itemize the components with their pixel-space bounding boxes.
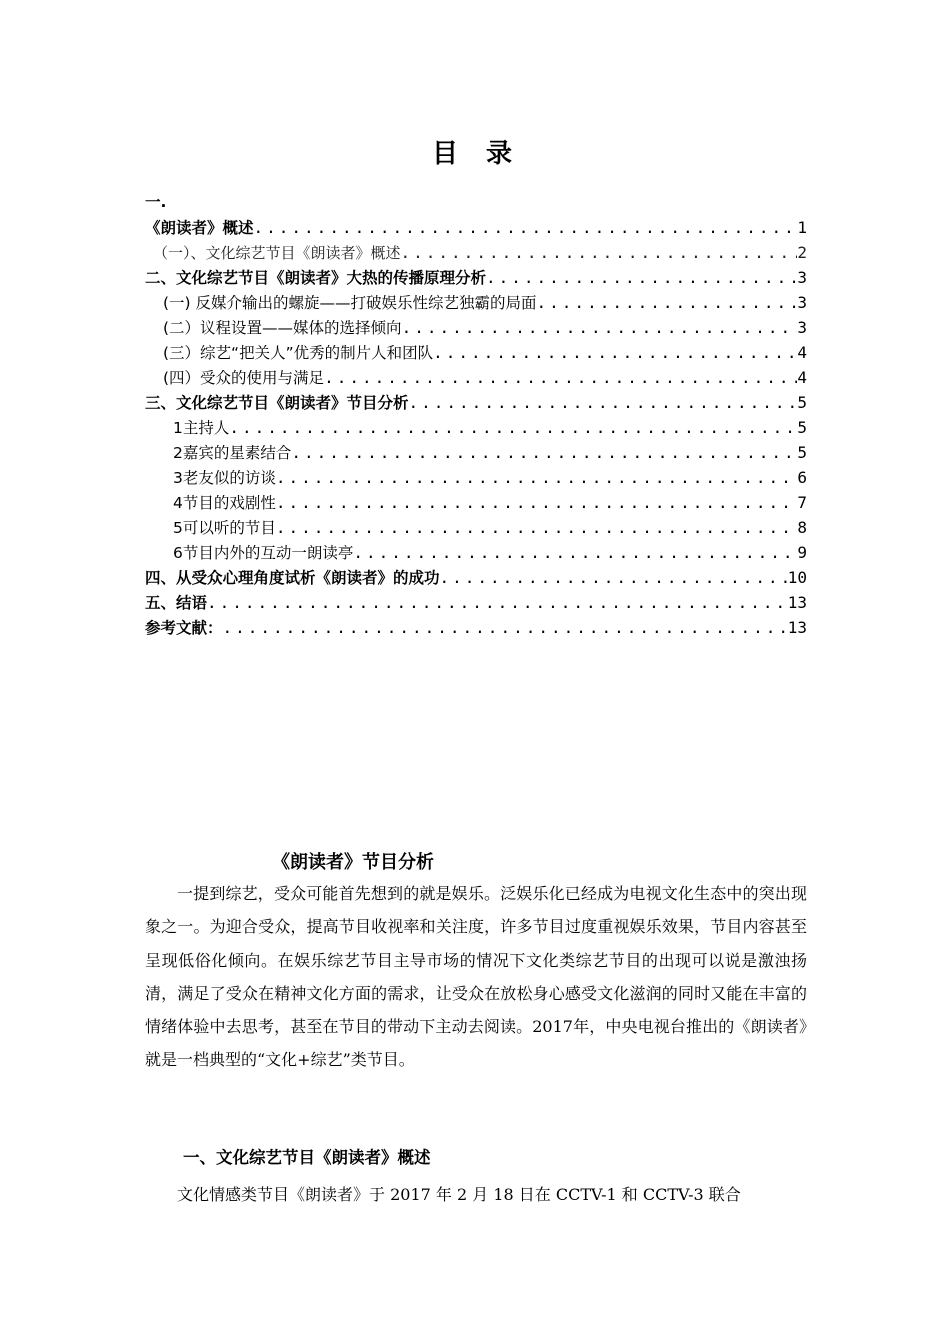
toc-entry-label: 四、从受众心理角度试析《朗读者》的成功	[145, 569, 440, 587]
toc-entry[interactable]	[145, 565, 807, 590]
toc-entry-label: (四）受众的使用与满足	[163, 369, 325, 387]
toc-entry[interactable]	[145, 590, 807, 615]
toc-leader-dots	[433, 340, 797, 365]
toc-page-number: 9	[797, 543, 807, 562]
toc-leader-dots	[276, 515, 797, 540]
toc-entry-label: (一) 反媒介输出的螺旋——打破娱乐性综艺独霸的局面	[163, 294, 537, 312]
intro-paragraph: 一提到综艺，受众可能首先想到的就是娱乐。泛娱乐化已经成为电视文化生态中的突出现象之一。为迎合受众，提高节目收视率和关注度，许多节目过度重视娱乐效果，节目内容甚至呈现低俗化倾向。在娱乐综艺节目主导市场的情况下文化类综艺节目的出现可以说是激浊扬清，满足了受众在精神文化方面的需求，让受众在放松身心感受文化滋润的同时又能在丰富的情绪体验中去思考，甚至在节目的带动下主动去阅读。2017年，中央电视台推出的《朗读者》就是一档典型的“文化+综艺”类节目。	[145, 884, 807, 1070]
toc-page-number: 3	[797, 268, 807, 287]
toc-entry[interactable]	[145, 215, 807, 240]
toc-entry-label: （一）、文化综艺节目《朗读者》概述	[153, 244, 401, 262]
toc-leader-dots	[276, 490, 797, 515]
toc-entry-label: 5可以听的节目	[173, 519, 276, 537]
toc-entry[interactable]	[145, 515, 807, 540]
toc-leader-dots	[486, 265, 797, 290]
toc-page-number: 5	[797, 418, 807, 437]
toc-entry[interactable]	[145, 490, 807, 515]
toc-entry[interactable]	[145, 540, 807, 565]
toc-page-number: 6	[797, 468, 807, 487]
toc-page-number: 3	[797, 318, 807, 337]
toc-entry[interactable]	[145, 615, 807, 640]
toc-leader-dots	[440, 565, 788, 590]
toc-page-number: 2	[797, 243, 807, 262]
toc-entry-label: (三）综艺“把关人”优秀的制片人和团队	[163, 344, 434, 362]
toc-leader-dots	[229, 415, 797, 440]
table-of-contents	[145, 190, 807, 640]
article-title: 《朗读者》节目分析	[272, 852, 434, 873]
toc-entry-label: 参考文献：	[145, 619, 223, 637]
toc-entry[interactable]	[145, 465, 807, 490]
toc-entry[interactable]	[145, 340, 807, 365]
toc-leader-dots	[353, 540, 797, 565]
toc-page-number: 5	[797, 443, 807, 462]
toc-entry-label: 6节目内外的互动一朗读亭	[173, 544, 354, 562]
toc-page-number: 1	[797, 218, 807, 237]
toc-entry-label: 一.	[145, 193, 167, 211]
toc-entry[interactable]	[145, 440, 807, 465]
toc-leader-dots	[537, 290, 798, 315]
toc-leader-dots	[276, 465, 797, 490]
toc-leader-dots	[401, 240, 798, 265]
toc-entry-label: 4节目的戏剧性	[173, 494, 276, 512]
toc-page-number: 3	[797, 293, 807, 312]
toc-entry[interactable]	[145, 365, 807, 390]
toc-entry-label: 二、文化综艺节目《朗读者》大热的传播原理分析	[145, 269, 487, 287]
toc-entry-label: 《朗读者》概述	[145, 219, 254, 237]
toc-page-number: 13	[787, 618, 807, 637]
toc-leader-dots	[254, 215, 798, 240]
toc-page-number: 8	[797, 518, 807, 537]
toc-page-number: 13	[787, 593, 807, 612]
toc-entry[interactable]	[145, 415, 807, 440]
toc-entry[interactable]	[145, 240, 807, 265]
toc-entry-label: 五、结语	[145, 594, 208, 612]
toc-page-number: 4	[797, 343, 807, 362]
toc-page-number: 10	[787, 568, 807, 587]
toc-entry-label: 3老友似的访谈	[173, 469, 276, 487]
section-paragraph: 文化情感类节目《朗读者》于 2017 年 2 月 18 日在 CCTV-1 和 CCTV-3 联合	[177, 1185, 741, 1204]
toc-entry[interactable]	[145, 390, 807, 415]
toc-leader-dots	[207, 590, 788, 615]
toc-page-number: 5	[797, 393, 807, 412]
toc-entry-label: 1主持人	[173, 419, 230, 437]
toc-leader-dots	[324, 365, 797, 390]
toc-title: 目录	[431, 139, 540, 169]
toc-entry[interactable]	[145, 290, 807, 315]
toc-leader-dots	[291, 440, 797, 465]
toc-entry-label: (二）议程设置——媒体的选择倾向	[163, 319, 402, 337]
toc-entry-label: 2嘉宾的星素结合	[173, 444, 292, 462]
toc-entry[interactable]	[145, 265, 807, 290]
toc-leader-dots	[402, 315, 798, 340]
toc-leader-dots	[223, 615, 788, 640]
toc-page-number: 7	[797, 493, 807, 512]
section-heading: 一、文化综艺节目《朗读者》概述	[183, 1148, 431, 1167]
toc-entry-label: 三、文化综艺节目《朗读者》节目分析	[145, 394, 409, 412]
toc-entry[interactable]	[145, 190, 807, 215]
toc-leader-dots	[409, 390, 798, 415]
toc-page-number: 4	[797, 368, 807, 387]
toc-entry[interactable]	[145, 315, 807, 340]
